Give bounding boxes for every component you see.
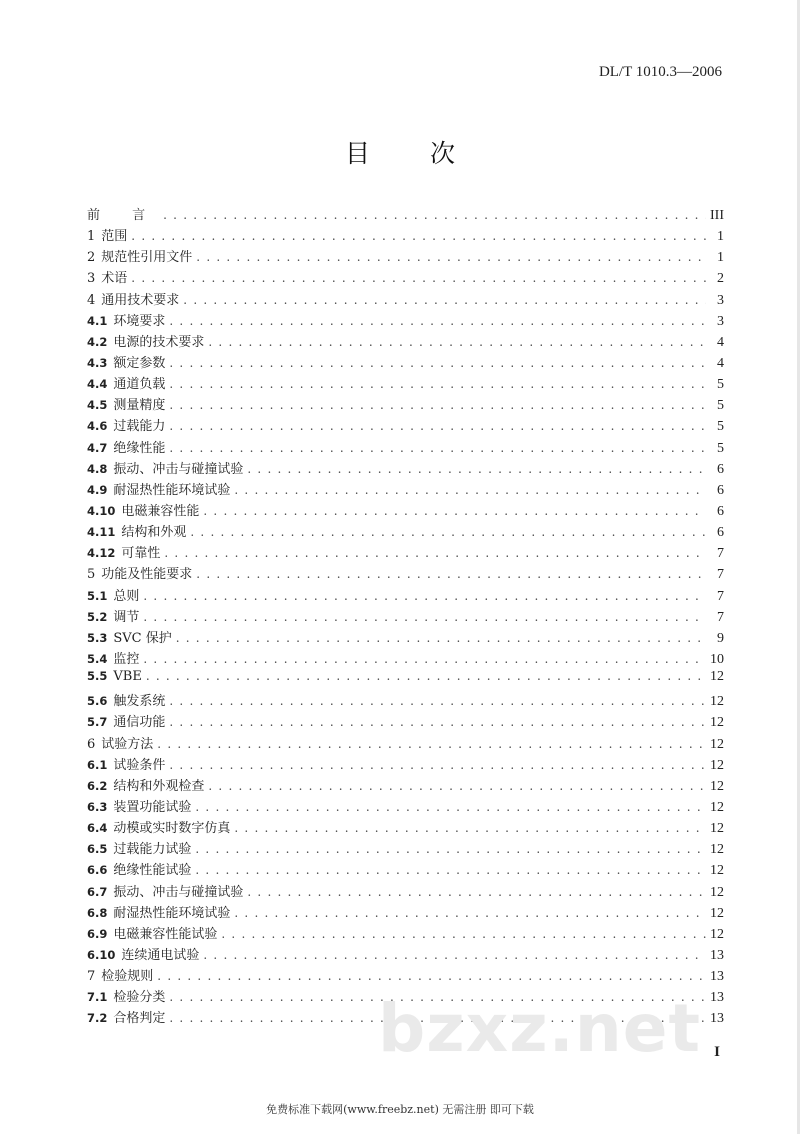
toc-entry-number: 5.6 <box>87 694 108 709</box>
toc-entry-title: 结构和外观检查 <box>113 778 205 794</box>
toc-entry-number: 4.2 <box>87 334 108 349</box>
page-number: I <box>714 1044 720 1060</box>
toc-entry-number: 5.4 <box>87 651 108 666</box>
toc-entry-number: 6.9 <box>87 926 108 941</box>
toc-entry-number: 6.3 <box>87 799 108 814</box>
toc-entry-number: 6.4 <box>87 821 108 836</box>
toc-entry-title: 总则 <box>113 588 140 604</box>
toc-entry-title: 电源的技术要求 <box>113 334 205 350</box>
toc-entry-page: III <box>710 208 724 223</box>
toc-entry-number: 4.6 <box>87 419 108 434</box>
dot-leader <box>221 927 706 941</box>
toc-entry-number: 4 <box>87 292 96 308</box>
toc-entry-title: 术语 <box>101 271 128 287</box>
dot-leader <box>169 377 706 391</box>
toc-entry[interactable] <box>87 310 724 331</box>
toc-entry-number: 7.2 <box>87 1011 108 1026</box>
toc-entry-title: 试验方法 <box>101 736 154 752</box>
toc-entry-page: 12 <box>710 778 724 794</box>
toc-entry-number: 4.4 <box>87 377 108 392</box>
toc-entry-number: 6.8 <box>87 905 108 920</box>
toc-entry-number: 4.5 <box>87 398 108 413</box>
dot-leader <box>234 821 706 835</box>
toc-entry-number: 4.8 <box>87 461 108 476</box>
toc-entry[interactable] <box>87 627 724 648</box>
toc-entry[interactable] <box>87 754 724 775</box>
toc-entry-title: 通信功能 <box>113 715 166 731</box>
dot-leader <box>195 842 706 856</box>
dot-leader <box>169 694 706 708</box>
toc-entry-number: 4.12 <box>87 546 116 561</box>
toc-entry[interactable] <box>87 479 724 500</box>
toc-entry-number: 6.2 <box>87 778 108 793</box>
toc-entry[interactable] <box>87 859 724 880</box>
toc-entry[interactable] <box>87 648 724 669</box>
toc-entry[interactable] <box>87 606 724 627</box>
toc-entry[interactable] <box>87 881 724 902</box>
dot-leader <box>157 969 706 983</box>
toc-entry-number: 6.6 <box>87 863 108 878</box>
toc-entry-number: 5.7 <box>87 715 108 730</box>
toc-entry[interactable] <box>87 289 724 310</box>
toc-entry-title: 前 言 <box>87 208 160 223</box>
dot-leader <box>169 441 706 455</box>
dot-leader <box>196 250 706 264</box>
toc-entry-number: 1 <box>87 229 96 245</box>
toc-entry-page: 13 <box>710 969 724 985</box>
toc-entry-number: 7 <box>87 969 96 985</box>
toc-entry-page: 12 <box>710 926 724 942</box>
toc-entry-page: 12 <box>710 694 724 710</box>
toc-entry[interactable] <box>87 965 724 986</box>
toc-entry-number: 6.5 <box>87 842 108 857</box>
toc-entry-page: 12 <box>710 669 724 685</box>
toc-entry-title: VBE <box>113 669 142 685</box>
toc-entry[interactable] <box>87 437 724 458</box>
toc-entry-title: 绝缘性能试验 <box>113 863 192 879</box>
toc-entry-page: 13 <box>710 990 724 1006</box>
dot-leader <box>169 419 706 433</box>
watermark-text: bzxz.net <box>378 990 702 1067</box>
footer-note: 免费标准下载网(www.freebz.net) 无需注册 即可下载 <box>266 1103 534 1116</box>
dot-leader <box>169 758 706 772</box>
toc-entry-title: 振动、冲击与碰撞试验 <box>113 884 244 900</box>
toc-entry-title: 电磁兼容性能 <box>121 503 200 519</box>
toc-entry-number: 4.1 <box>87 313 108 328</box>
dot-leader <box>169 715 706 729</box>
toc-entry-number: 7.1 <box>87 990 108 1005</box>
toc-entry-page: 12 <box>710 905 724 921</box>
toc-entry-page: 12 <box>710 842 724 858</box>
toc-entry-number: 6.10 <box>87 947 116 962</box>
toc-entry-page: 12 <box>710 821 724 837</box>
toc-entry-number: 3 <box>87 271 96 287</box>
toc-entry-title: 额定参数 <box>113 355 166 371</box>
toc-entry-title: 环境要求 <box>113 313 166 329</box>
toc-entry-title: 过载能力 <box>113 419 166 435</box>
toc-entry[interactable] <box>87 246 724 267</box>
toc-entry-number: 4.9 <box>87 482 108 497</box>
dot-leader <box>196 567 706 581</box>
toc-entry-page: 1 <box>717 229 724 245</box>
dot-leader <box>146 669 706 683</box>
toc-entry-page: 7 <box>717 567 724 583</box>
dot-leader <box>164 546 706 560</box>
toc-entry-page: 12 <box>710 884 724 900</box>
toc-entry-number: 5.3 <box>87 630 108 645</box>
toc-entry-title: 连续通电试验 <box>121 947 200 963</box>
toc-entry-number: 6.7 <box>87 884 108 899</box>
toc-entry-page: 13 <box>710 1011 724 1027</box>
toc-entry-page: 2 <box>717 271 724 287</box>
toc-entry-title: 结构和外观 <box>121 525 187 541</box>
toc-entry-title: 检验规则 <box>101 969 154 985</box>
toc-entry[interactable] <box>87 204 724 225</box>
toc-entry[interactable] <box>87 775 724 796</box>
toc-entry-page: 7 <box>717 609 724 625</box>
toc-entry[interactable] <box>87 225 724 246</box>
toc-entry[interactable] <box>87 542 724 563</box>
toc-entry[interactable] <box>87 331 724 352</box>
standard-code: DL/T 1010.3—2006 <box>598 64 722 80</box>
toc-entry-title: 测量精度 <box>113 398 166 414</box>
toc-entry-number: 4.10 <box>87 503 116 518</box>
toc-entry[interactable] <box>87 733 724 754</box>
dot-leader <box>234 483 706 497</box>
dot-leader <box>247 462 706 476</box>
dot-leader <box>247 885 706 899</box>
dot-leader <box>183 293 706 307</box>
toc-entry-page: 7 <box>717 588 724 604</box>
toc-entry-page: 3 <box>717 313 724 329</box>
toc-entry-page: 12 <box>710 736 724 752</box>
toc-entry-page: 4 <box>717 355 724 371</box>
toc-entry-title: 振动、冲击与碰撞试验 <box>113 461 244 477</box>
toc-entry-page: 12 <box>710 715 724 731</box>
dot-leader <box>163 208 706 222</box>
toc-entry[interactable] <box>87 373 724 394</box>
toc-entry-title: 通道负载 <box>113 377 166 393</box>
dot-leader <box>195 800 706 814</box>
toc-entry-title: SVC 保护 <box>113 630 172 646</box>
dot-leader <box>234 906 706 920</box>
toc-entry-page: 12 <box>710 757 724 773</box>
toc-entry[interactable] <box>87 458 724 479</box>
toc-entry-number: 4.3 <box>87 355 108 370</box>
toc-entry-title: 试验条件 <box>113 757 166 773</box>
dot-leader <box>169 398 706 412</box>
toc-entry-number: 5.1 <box>87 588 108 603</box>
toc-entry-title: 动模或实时数字仿真 <box>113 821 231 837</box>
toc-entry[interactable] <box>87 669 724 690</box>
toc-entry[interactable] <box>87 796 724 817</box>
toc-entry-number: 5 <box>87 567 96 583</box>
dot-leader <box>208 779 706 793</box>
toc-entry-title: 触发系统 <box>113 694 166 710</box>
toc-entry-title: 检验分类 <box>113 990 166 1006</box>
toc-entry-page: 5 <box>717 440 724 456</box>
dot-leader <box>176 631 706 645</box>
toc-entry-number: 6 <box>87 736 96 752</box>
dot-leader <box>143 652 706 666</box>
dot-leader <box>143 610 706 624</box>
toc-entry-page: 4 <box>717 334 724 350</box>
toc-entry-title: 合格判定 <box>113 1011 166 1027</box>
toc-entry-title: 装置功能试验 <box>113 799 192 815</box>
toc-entry[interactable] <box>87 817 724 838</box>
toc-entry-page: 1 <box>717 250 724 266</box>
toc-entry-title: 耐湿热性能环境试验 <box>113 482 231 498</box>
toc-entry-title: 通用技术要求 <box>101 292 180 308</box>
dot-leader <box>131 271 706 285</box>
toc-entry-number: 5.5 <box>87 669 108 684</box>
dot-leader <box>169 314 706 328</box>
toc-entry-number: 6.1 <box>87 757 108 772</box>
toc-entry-title: 电磁兼容性能试验 <box>113 926 218 942</box>
toc-entry-page: 6 <box>717 525 724 541</box>
toc-entry-page: 7 <box>717 546 724 562</box>
toc-entry-title: 规范性引用文件 <box>101 250 193 266</box>
toc-entry-page: 5 <box>717 398 724 414</box>
dot-leader <box>157 737 706 751</box>
toc-entry-title: 可靠性 <box>121 546 161 562</box>
toc-entry-number: 2 <box>87 250 96 266</box>
toc-entry-title: 范围 <box>101 229 128 245</box>
toc-entry-title: 绝缘性能 <box>113 440 166 456</box>
toc-entry[interactable] <box>87 394 724 415</box>
page-title: 目 次 <box>345 139 481 168</box>
toc-entry-page: 5 <box>717 377 724 393</box>
dot-leader <box>203 948 706 962</box>
toc-entry-page: 13 <box>710 947 724 963</box>
toc-entry-title: 监控 <box>113 651 140 667</box>
toc-entry[interactable] <box>87 923 724 944</box>
toc-entry[interactable] <box>87 585 724 606</box>
dot-leader <box>190 525 706 539</box>
toc-entry-page: 6 <box>717 461 724 477</box>
toc-entry-title: 调节 <box>113 609 140 625</box>
toc-entry-page: 3 <box>717 292 724 308</box>
dot-leader <box>131 229 706 243</box>
toc-entry-page: 6 <box>717 482 724 498</box>
toc-entry-page: 12 <box>710 863 724 879</box>
toc-entry[interactable] <box>87 690 724 711</box>
toc-entry[interactable] <box>87 563 724 584</box>
toc-entry[interactable] <box>87 944 724 965</box>
toc-entry[interactable] <box>87 521 724 542</box>
toc-entry-page: 9 <box>717 630 724 646</box>
toc-entry[interactable] <box>87 352 724 373</box>
toc-entry-page: 12 <box>710 799 724 815</box>
toc-entry[interactable] <box>87 902 724 923</box>
toc-entry-title: 功能及性能要求 <box>101 567 193 583</box>
toc-entry[interactable] <box>87 415 724 436</box>
dot-leader <box>143 589 706 603</box>
dot-leader <box>208 335 706 349</box>
toc-entry-title: 耐湿热性能环境试验 <box>113 905 231 921</box>
dot-leader <box>169 356 706 370</box>
dot-leader <box>195 863 706 877</box>
table-of-contents <box>87 204 724 1028</box>
toc-entry-page: 5 <box>717 419 724 435</box>
toc-entry-page: 6 <box>717 503 724 519</box>
toc-entry-page: 10 <box>710 651 724 667</box>
toc-entry-number: 4.7 <box>87 440 108 455</box>
toc-entry[interactable] <box>87 267 724 288</box>
toc-entry-number: 4.11 <box>87 525 116 540</box>
toc-entry[interactable] <box>87 711 724 732</box>
toc-entry-number: 5.2 <box>87 609 108 624</box>
toc-entry[interactable] <box>87 838 724 859</box>
toc-entry[interactable] <box>87 500 724 521</box>
toc-entry-title: 过载能力试验 <box>113 842 192 858</box>
dot-leader <box>203 504 706 518</box>
